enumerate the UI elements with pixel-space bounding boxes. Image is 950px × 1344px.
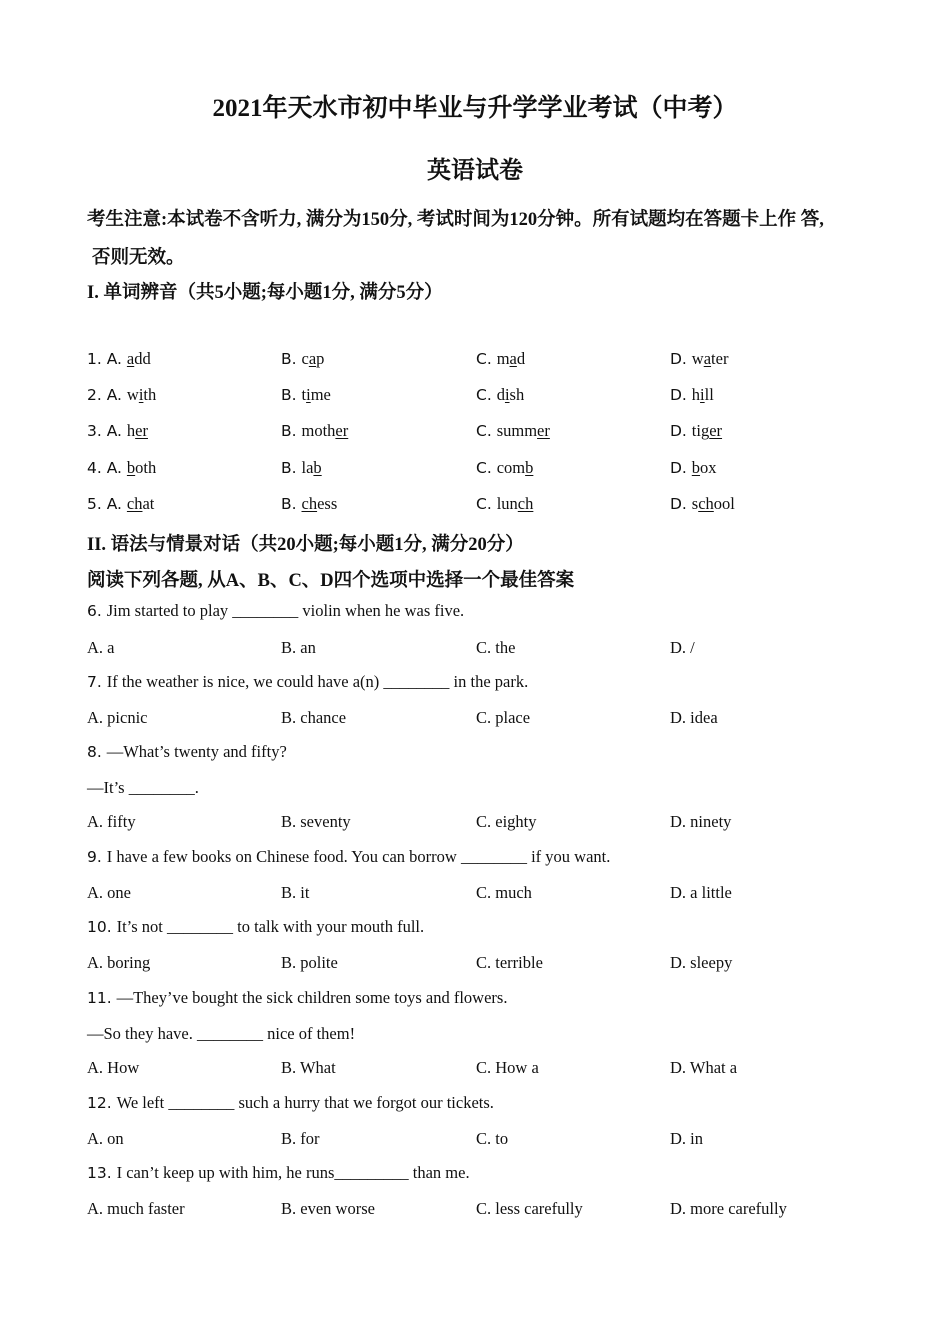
- question-text: I can’t keep up with him, he runs_________ than me.: [116, 1163, 470, 1182]
- underlined-letters: ch: [126, 494, 143, 513]
- option-letter: D.: [670, 386, 692, 404]
- phonetic-option: [670, 349, 728, 369]
- question-number: 4.: [87, 459, 107, 477]
- question-number: 10.: [87, 918, 117, 936]
- option-letter: A.: [106, 459, 127, 477]
- word-part: h: [691, 385, 701, 404]
- phonetic-option: [87, 458, 156, 478]
- option-letter: C.: [476, 422, 497, 440]
- option-letter: B.: [281, 495, 302, 513]
- answer-option: C. How a: [476, 1058, 539, 1077]
- section-2-heading: II. 语法与情景对话（共20小题;每小题1分, 满分20分）: [87, 535, 524, 555]
- word-part: moth: [301, 421, 336, 440]
- question-text: Jim started to play ________ violin when he was five.: [106, 601, 465, 620]
- word-part: lun: [496, 494, 518, 513]
- answer-option: D. idea: [670, 708, 718, 727]
- answer-option: A. a: [87, 638, 115, 657]
- underlined-letters: er: [335, 421, 349, 440]
- answer-option: C. place: [476, 708, 531, 727]
- phonetic-option: [476, 349, 525, 369]
- question-text: —So they have. ________ nice of them!: [87, 1024, 356, 1043]
- question-stem: [87, 847, 610, 867]
- notice-line-1: 考生注意:本试卷不含听力, 满分为150分, 考试时间为120分钟。所有试题均在答题卡上作 答,: [87, 210, 824, 230]
- phonetic-option: [670, 458, 717, 478]
- word-part: dd: [134, 349, 151, 368]
- answer-option: D. sleepy: [670, 953, 733, 972]
- underlined-letters: a: [703, 349, 712, 368]
- option-letter: D.: [670, 422, 692, 440]
- option-letter: A.: [106, 422, 127, 440]
- question-number: 8.: [87, 743, 107, 761]
- word-part: summ: [496, 421, 538, 440]
- phonetic-option: [87, 494, 154, 514]
- phonetic-option: [670, 385, 714, 405]
- underlined-letters: b: [313, 458, 322, 477]
- word-part: c: [301, 349, 309, 368]
- answer-option: C. terrible: [476, 953, 543, 972]
- phonetic-option: [670, 494, 735, 514]
- underlined-letters: b: [525, 458, 534, 477]
- notice-line-2: 否则无效。: [92, 248, 185, 268]
- phonetic-option: [87, 421, 148, 441]
- word-part: ter: [711, 349, 729, 368]
- question-number: 12.: [87, 1094, 117, 1112]
- question-stem: [87, 742, 287, 762]
- answer-option: B. polite: [281, 953, 338, 972]
- underlined-letters: a: [509, 349, 517, 368]
- option-letter: B.: [281, 459, 302, 477]
- question-stem: [87, 1024, 355, 1044]
- word-part: ox: [700, 458, 717, 477]
- answer-option: A. fifty: [87, 812, 136, 831]
- phonetic-option: [281, 349, 324, 369]
- underlined-letters: er: [537, 421, 550, 440]
- question-number: 11.: [87, 989, 117, 1007]
- phonetic-option: [670, 421, 722, 441]
- answer-option: A. on: [87, 1129, 124, 1148]
- option-letter: A.: [106, 386, 127, 404]
- option-letter: D.: [670, 459, 692, 477]
- question-stem: [87, 1163, 470, 1183]
- phonetic-option: [281, 421, 348, 441]
- word-part: t: [301, 385, 307, 404]
- question-text: —It’s ________.: [87, 778, 199, 797]
- option-letter: C.: [476, 350, 497, 368]
- answer-option: C. the: [476, 638, 516, 657]
- word-part: d: [496, 385, 505, 404]
- answer-option: B. What: [281, 1058, 336, 1077]
- answer-option: D. more carefully: [670, 1199, 787, 1218]
- phonetic-option: [281, 494, 337, 514]
- question-text: —They’ve bought the sick children some toys and flowers.: [116, 988, 508, 1007]
- word-part: d: [516, 349, 526, 368]
- option-letter: B.: [281, 350, 302, 368]
- underlined-letters: er: [135, 421, 148, 440]
- underlined-letters: i: [700, 385, 705, 404]
- option-letter: C.: [476, 495, 497, 513]
- question-number: 7.: [87, 673, 107, 691]
- answer-option: C. eighty: [476, 812, 537, 831]
- word-part: ool: [713, 494, 735, 513]
- word-part: w: [126, 385, 139, 404]
- word-part: p: [316, 349, 325, 368]
- section-2-instruction: 阅读下列各题, 从A、B、C、D四个选项中选择一个最佳答案: [87, 571, 575, 591]
- answer-option: A. How: [87, 1058, 140, 1077]
- answer-option: A. much faster: [87, 1199, 185, 1218]
- underlined-letters: i: [504, 385, 510, 404]
- question-stem: [87, 917, 424, 937]
- underlined-letters: ch: [517, 494, 534, 513]
- word-part: com: [496, 458, 526, 477]
- word-part: h: [126, 421, 136, 440]
- underlined-letters: ch: [698, 494, 714, 513]
- phonetic-option: [281, 385, 331, 405]
- answer-option: B. even worse: [281, 1199, 375, 1218]
- option-letter: B.: [281, 386, 302, 404]
- underlined-letters: i: [138, 385, 144, 404]
- exam-subtitle: 英语试卷: [427, 158, 523, 184]
- word-part: th: [143, 385, 157, 404]
- word-part: w: [691, 349, 704, 368]
- answer-option: C. much: [476, 883, 532, 902]
- word-part: la: [301, 458, 314, 477]
- word-part: sh: [509, 385, 525, 404]
- question-text: It’s not ________ to talk with your mouth full.: [116, 917, 425, 936]
- question-stem: [87, 601, 464, 621]
- phonetic-option: [476, 421, 550, 441]
- answer-option: D. /: [670, 638, 695, 657]
- exam-title: 2021年天水市初中毕业与升学学业考试（中考）: [212, 95, 738, 122]
- answer-option: D. What a: [670, 1058, 738, 1077]
- phonetic-option: [281, 458, 322, 478]
- option-letter: C.: [476, 459, 497, 477]
- answer-option: B. an: [281, 638, 316, 657]
- question-number: 3.: [87, 422, 107, 440]
- section-1-heading: I. 单词辨音（共5小题;每小题1分, 满分5分）: [87, 283, 443, 303]
- answer-option: A. one: [87, 883, 131, 902]
- word-part: ll: [704, 385, 714, 404]
- question-text: —What’s twenty and fifty?: [106, 742, 287, 761]
- answer-option: D. ninety: [670, 812, 732, 831]
- question-stem: [87, 672, 528, 692]
- underlined-letters: i: [306, 385, 311, 404]
- phonetic-option: [476, 494, 533, 514]
- answer-option: B. chance: [281, 708, 347, 727]
- underlined-letters: b: [126, 458, 136, 477]
- word-part: oth: [135, 458, 157, 477]
- answer-option: C. to: [476, 1129, 509, 1148]
- option-letter: C.: [476, 386, 497, 404]
- option-letter: A.: [106, 350, 127, 368]
- question-stem: [87, 1093, 494, 1113]
- answer-option: B. it: [281, 883, 310, 902]
- phonetic-option: [87, 385, 156, 405]
- word-part: tig: [691, 421, 710, 440]
- question-text: We left ________ such a hurry that we forgot our tickets.: [116, 1093, 494, 1112]
- word-part: m: [496, 349, 510, 368]
- question-number: 5.: [87, 495, 107, 513]
- question-number: 13.: [87, 1164, 117, 1182]
- phonetic-option: [476, 458, 533, 478]
- phonetic-option: [476, 385, 524, 405]
- word-part: ess: [317, 494, 338, 513]
- question-text: I have a few books on Chinese food. You can borrow ________ if you want.: [106, 847, 611, 866]
- answer-option: C. less carefully: [476, 1199, 583, 1218]
- underlined-letters: er: [709, 421, 723, 440]
- option-letter: A.: [106, 495, 127, 513]
- question-text: If the weather is nice, we could have a(n) ________ in the park.: [106, 672, 529, 691]
- question-number: 1.: [87, 350, 107, 368]
- underlined-letters: ch: [301, 494, 318, 513]
- underlined-letters: b: [691, 458, 701, 477]
- answer-option: B. seventy: [281, 812, 351, 831]
- answer-option: A. boring: [87, 953, 151, 972]
- underlined-letters: a: [126, 349, 135, 368]
- option-letter: D.: [670, 495, 692, 513]
- answer-option: D. a little: [670, 883, 732, 902]
- word-part: at: [142, 494, 155, 513]
- option-letter: D.: [670, 350, 692, 368]
- answer-option: D. in: [670, 1129, 703, 1148]
- question-number: 9.: [87, 848, 107, 866]
- word-part: s: [691, 494, 699, 513]
- question-number: 6.: [87, 602, 107, 620]
- word-part: me: [310, 385, 331, 404]
- underlined-letters: a: [308, 349, 317, 368]
- question-stem: [87, 988, 507, 1008]
- option-letter: B.: [281, 422, 302, 440]
- answer-option: B. for: [281, 1129, 320, 1148]
- phonetic-option: [87, 349, 151, 369]
- question-stem: [87, 778, 199, 798]
- question-number: 2.: [87, 386, 107, 404]
- answer-option: A. picnic: [87, 708, 148, 727]
